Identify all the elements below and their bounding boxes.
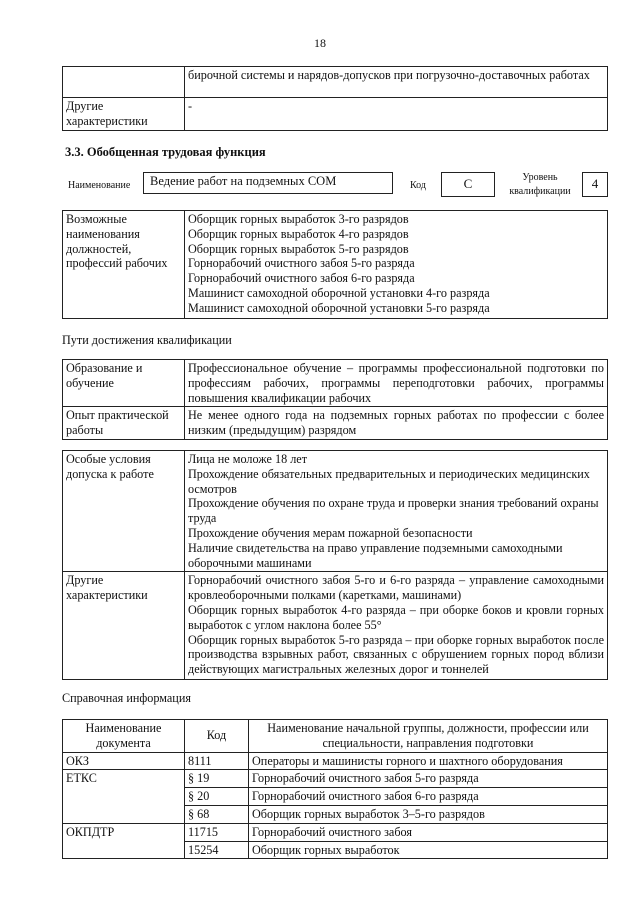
other-label: Другие характеристики: [63, 572, 185, 680]
ref-name: Операторы и машинисты горного и шахтного оборудования: [249, 752, 608, 770]
top-table-label-0: [63, 67, 185, 98]
code-value: C: [441, 172, 495, 197]
level-label-2: квалификации: [509, 186, 571, 197]
ref-name: Горнорабочий очистного забоя 6-го разряда: [249, 788, 608, 806]
positions-label: Возможные наименования должностей, профессий рабочих: [63, 211, 185, 319]
positions-table: [62, 210, 608, 319]
other-item: Горнорабочий очистного забоя 5-го и 6-го разряда – управление самоходными кровлеоборочными полками (каретками, машинами): [188, 573, 604, 603]
top-table-label-1: Другие характеристики: [63, 98, 185, 131]
table-row: [63, 770, 608, 788]
ref-code: 8111: [185, 752, 249, 770]
ref-header-name: Наименование начальной группы, должности, профессии или специальности, направления подготовки: [249, 720, 608, 753]
reference-table: [62, 719, 608, 859]
ref-name: Горнорабочий очистного забоя: [249, 823, 608, 841]
conditions-table: [62, 450, 608, 680]
education-table: [62, 359, 608, 440]
position-item: Машинист самоходной оборочной установки 4-го разряда: [188, 285, 490, 300]
education-label: Образование и обучение: [63, 360, 185, 407]
ref-header-doc: Наименование документа: [63, 720, 185, 753]
position-item: Оборщик горных выработок 3-го разрядов: [188, 212, 409, 226]
qual-paths-title: Пути достижения квалификации: [62, 333, 232, 347]
experience-label: Опыт практической работы: [63, 407, 185, 440]
condition-item: Прохождение обучения по охране труда и проверки знания требований охраны труда: [188, 496, 599, 526]
ref-header-code: Код: [185, 720, 249, 753]
ref-code: 15254: [185, 841, 249, 859]
condition-item: Наличие свидетельства на право управление подземными самоходными оборочными машинами: [188, 540, 563, 570]
conditions-label: Особые условия допуска к работе: [63, 451, 185, 572]
position-item: Машинист самоходной оборочной установки 5-го разряда: [188, 300, 490, 315]
ref-code: 11715: [185, 823, 249, 841]
level-value: 4: [582, 172, 608, 197]
top-table-value-1: -: [185, 98, 608, 131]
position-item: Горнорабочий очистного забоя 6-го разряда: [188, 271, 415, 286]
ref-doc: ЕТКС: [63, 770, 185, 823]
ref-doc: ОКЗ: [63, 752, 185, 770]
reference-title: Справочная информация: [62, 691, 191, 705]
code-label: Код: [410, 180, 426, 191]
level-label-1: Уровень: [522, 172, 558, 183]
position-item: Горнорабочий очистного забоя 5-го разряда: [188, 256, 415, 271]
other-item: Оборщик горных выработок 4-го разряда – при оборке боков и кровли горных выработок с углом наклона более 55°: [188, 602, 604, 632]
ref-name: Оборщик горных выработок 3–5-го разрядов: [249, 805, 608, 823]
ref-name: Оборщик горных выработок: [249, 841, 608, 859]
table-row: [63, 752, 608, 770]
ref-code: § 20: [185, 788, 249, 806]
condition-item: Прохождение обязательных предварительных и периодических медицинских осмотров: [188, 466, 590, 496]
ref-code: § 19: [185, 770, 249, 788]
ref-code: § 68: [185, 805, 249, 823]
top-table-value-0: бирочной системы и нарядов-допусков при погрузочно-доставочных работах: [185, 67, 608, 98]
section-title: 3.3. Обобщенная трудовая функция: [65, 145, 266, 159]
name-label: Наименование: [68, 180, 131, 191]
position-item: Оборщик горных выработок 5-го разрядов: [188, 241, 409, 256]
ref-name: Горнорабочий очистного забоя 5-го разряда: [249, 770, 608, 788]
condition-item: Лица не моложе 18 лет: [188, 452, 308, 466]
position-item: Оборщик горных выработок 4-го разрядов: [188, 226, 409, 241]
condition-item: Прохождение обучения мерам пожарной безопасности: [188, 525, 473, 540]
other-item: Оборщик горных выработок 5-го разряда – при оборке горных выработок после производства взрывных работ, связанных с обрушением горных пород вблизи действующих магистральных железных дорог и тоннелей: [188, 632, 604, 677]
experience-value: Не менее одного года на подземных горных работах по профессии с более низким (предыдущим) разрядом: [185, 407, 608, 440]
name-value: Ведение работ на подземных СОМ: [143, 172, 393, 194]
table-row: [63, 823, 608, 841]
education-value: Профессиональное обучение – программы профессиональной подготовки по профессиям рабочих, программы переподготовки рабочих, программы повышения квалификации рабочих: [185, 360, 608, 407]
ref-doc: ОКПДТР: [63, 823, 185, 859]
top-table: [62, 66, 608, 131]
page-number: 18: [314, 36, 326, 50]
